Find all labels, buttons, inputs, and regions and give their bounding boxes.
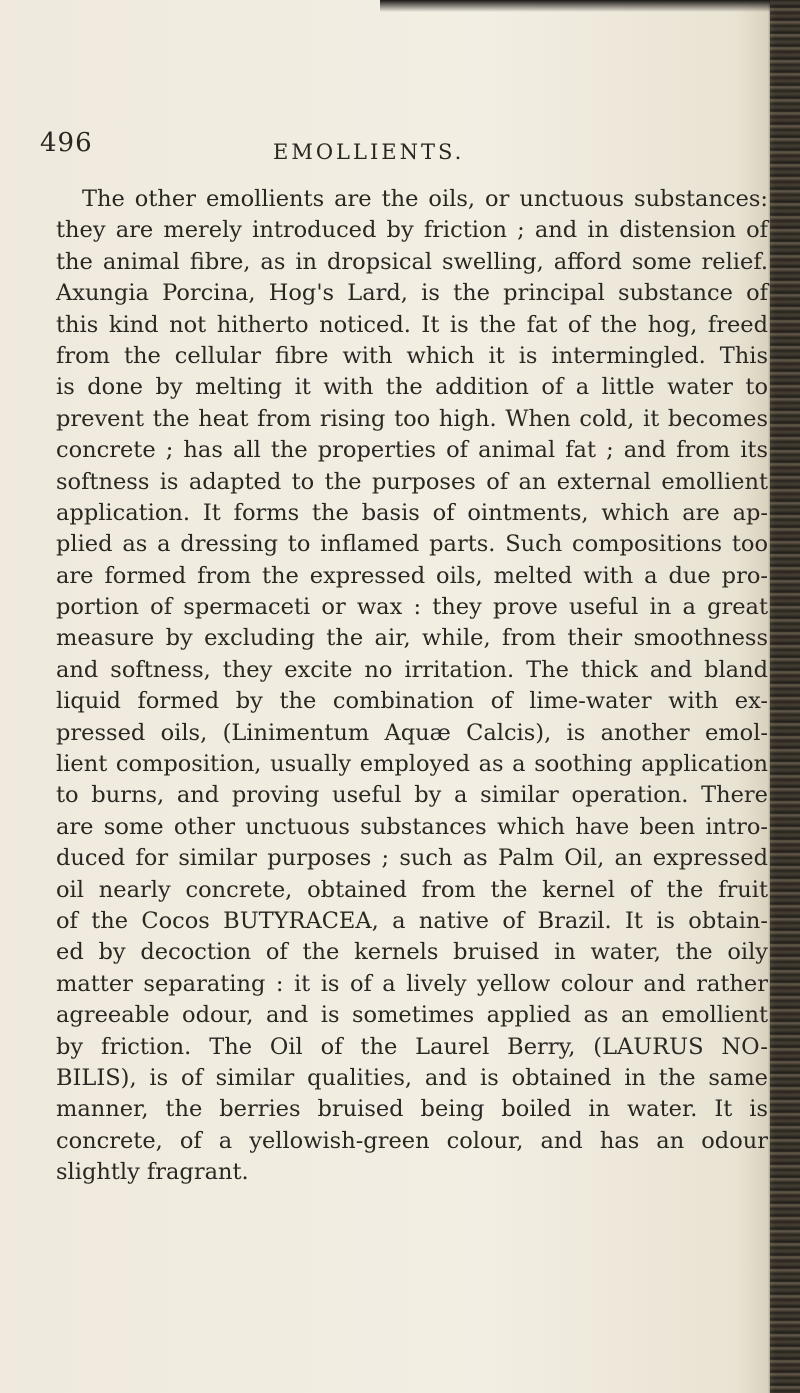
text-line: they are merely introduced by friction ; and in distension of [56, 217, 768, 244]
text-line: the animal fibre, as in dropsical swelling, afford some relief. [56, 248, 768, 275]
text-line: liquid formed by the combination of lime-water with ex- [56, 688, 768, 715]
text-line: matter separating : it is of a lively yellow colour and rather [56, 970, 768, 997]
page-binding-edge [770, 0, 800, 1393]
text-line: portion of spermaceti or wax : they prove useful in a great [56, 594, 768, 621]
text-line: pressed oils, (Linimentum Aquæ Calcis), is another emol- [56, 719, 768, 746]
body-paragraph [56, 184, 768, 1189]
text-line: is done by melting it with the addition of a little water to [56, 374, 768, 401]
text-line: oil nearly concrete, obtained from the kernel of the fruit [56, 876, 768, 903]
text-line: Axungia Porcina, Hog's Lard, is the principal substance of [56, 280, 768, 307]
page-number: 496 [40, 128, 93, 158]
text-line: and softness, they excite no irritation. The thick and bland [56, 656, 768, 683]
text-line: of the Cocos BUTYRACEA, a native of Brazil. It is obtain- [56, 907, 768, 934]
text-line: BILIS), is of similar qualities, and is obtained in the same [56, 1064, 768, 1091]
text-line: manner, the berries bruised being boiled in water. It is [56, 1096, 768, 1123]
page-header [40, 128, 740, 188]
text-line: from the cellular fibre with which it is intermingled. This [56, 342, 768, 369]
text-line: The other emollients are the oils, or unctuous substances: [82, 186, 768, 212]
text-line: this kind not hitherto noticed. It is the fat of the hog, freed [56, 311, 768, 338]
text-line: agreeable odour, and is sometimes applied as an emollient [56, 1002, 768, 1029]
text-line: to burns, and proving useful by a similar operation. There [56, 782, 768, 809]
text-line: duced for similar purposes ; such as Palm Oil, an expressed [56, 845, 768, 872]
text-line: measure by excluding the air, while, from their smoothness [56, 625, 768, 652]
text-line: concrete ; has all the properties of animal fat ; and from its [56, 437, 768, 464]
text-line: ed by decoction of the kernels bruised in water, the oily [56, 939, 768, 966]
running-title: EMOLLIENTS. [273, 140, 465, 164]
text-line: concrete, of a yellowish-green colour, and has an odour [56, 1127, 768, 1154]
text-line: application. It forms the basis of ointments, which are ap- [56, 499, 768, 526]
page-top-shadow [380, 0, 800, 12]
text-line: are some other unctuous substances which have been intro- [56, 813, 768, 840]
text-line: plied as a dressing to inflamed parts. Such compositions too [56, 531, 768, 558]
text-line: slightly fragrant. [56, 1159, 249, 1186]
text-line: are formed from the expressed oils, melted with a due pro- [56, 562, 768, 589]
text-line: lient composition, usually employed as a soothing application [56, 751, 768, 778]
text-line: prevent the heat from rising too high. When cold, it becomes [56, 405, 768, 432]
text-line: softness is adapted to the purposes of an external emollient [56, 468, 768, 495]
text-line: by friction. The Oil of the Laurel Berry, (LAURUS NO- [56, 1033, 768, 1060]
